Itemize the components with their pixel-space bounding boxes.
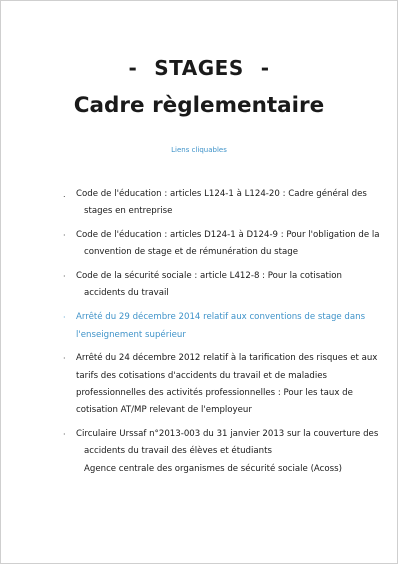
bullet-icon: . bbox=[63, 190, 66, 199]
reference-list bbox=[63, 186, 383, 484]
list-item-circulaire-urssaf[interactable] bbox=[63, 426, 383, 478]
links-note: Liens cliquables bbox=[171, 146, 227, 154]
item-line: accidents du travail bbox=[84, 288, 169, 299]
bullet-icon: · bbox=[63, 430, 66, 440]
title-dash-right: - bbox=[260, 56, 270, 80]
item-line: Code de l'éducation : articles L124-1 à L124-20 : Cadre général des bbox=[76, 189, 367, 199]
item-line: professionnelles des activités professionnelles : Pour les taux de bbox=[76, 387, 353, 398]
item-line: convention de stage et de rémunération du stage bbox=[84, 247, 299, 258]
item-line: stages en entreprise bbox=[84, 206, 173, 217]
item-line: Code de la sécurité sociale : article L412-8 : Pour la cotisation bbox=[76, 271, 342, 282]
item-line: accidents du travail des élèves et étudiants bbox=[84, 446, 272, 457]
title-word: STAGES bbox=[154, 56, 244, 80]
list-item-code-education-l124[interactable] bbox=[63, 186, 383, 221]
bullet-icon: · bbox=[63, 231, 66, 241]
item-line[interactable]: Arrêté du 29 décembre 2014 relatif aux conventions de stage dans bbox=[76, 312, 366, 323]
item-line: Agence centrale des organismes de sécurité sociale (Acoss) bbox=[84, 463, 342, 474]
list-item-code-securite-sociale[interactable] bbox=[63, 268, 383, 303]
item-line: cotisation AT/MP relevant de l'employeur bbox=[76, 405, 252, 416]
item-line: Arrêté du 24 décembre 2012 relatif à la tarification des risques et aux bbox=[76, 353, 378, 364]
item-line: tarifs des cotisations d'accidents du travail et de maladies bbox=[76, 370, 328, 381]
bullet-icon: · bbox=[63, 272, 66, 282]
item-line: Code de l'éducation : articles D124-1 à D124-9 : Pour l'obligation de la bbox=[76, 230, 380, 241]
title-dash-left: - bbox=[128, 56, 138, 80]
page-subtitle: Cadre règlementaire bbox=[73, 93, 325, 118]
bullet-icon: · bbox=[63, 313, 66, 323]
list-item-arrete-2012[interactable] bbox=[63, 350, 383, 419]
list-item-arrete-2014-link[interactable] bbox=[63, 309, 383, 344]
item-line: Circulaire Urssaf n°2013-003 du 31 janvier 2013 sur la couverture des bbox=[76, 429, 379, 440]
item-line[interactable]: l'enseignement supérieur bbox=[76, 329, 186, 340]
list-item-code-education-d124[interactable] bbox=[63, 227, 383, 262]
page-title bbox=[1, 54, 397, 82]
bullet-icon: · bbox=[63, 354, 66, 364]
